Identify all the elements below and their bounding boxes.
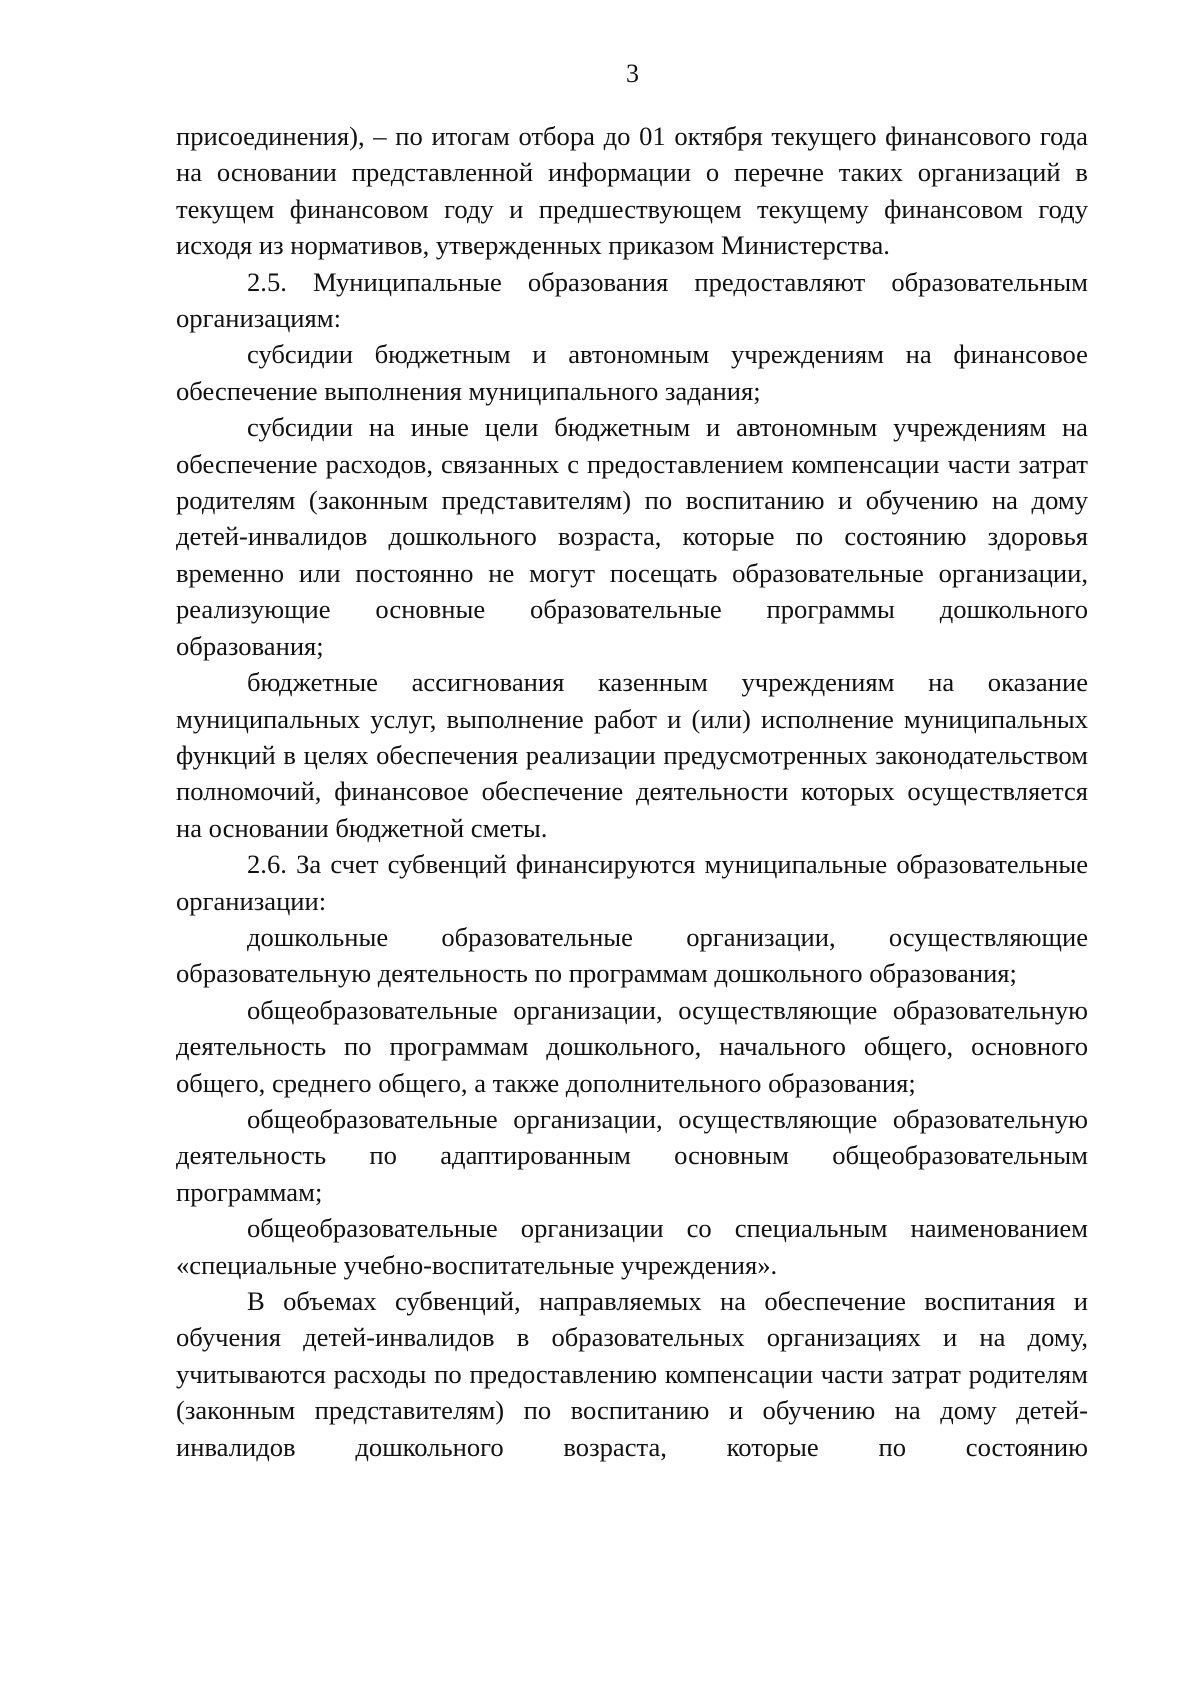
paragraph-continuation: присоединения), – по итогам отбора до 01 октября текущего финансового года на основании представленной информации о перечне таких организаций в текущем финансовом году и предшествующем текущему финансовом году исходя из нормативов, утвержденных приказом Министерства.: [176, 121, 1088, 261]
paragraph-subvention-volumes: В объемах субвенций, направляемых на обеспечение воспитания и обучения детей-инвалидов в образовательных организациях и на дому, учитываются расходы по предоставлению компенсации части затрат родителям (законным представителям) по воспитанию и обучению на дому детей-инвалидов дошкольного возраста, которые по состоянию: [176, 1286, 1088, 1462]
list-item-general-education-organizations: общеобразовательные организации, осуществляющие образовательную деятельность по программам дошкольного, начального общего, основного общего, среднего общего, а также дополнительного образования;: [176, 994, 1088, 1098]
list-item-budget-allocations: бюджетные ассигнования казенным учреждениям на оказание муниципальных услуг, выполнение работ и (или) исполнение муниципальных функций в целях обеспечения реализации предусмотренных законодательством полномочий, финансовое обеспечение деятельности которых осуществляется на основании бюджетной сметы.: [176, 667, 1088, 843]
list-item-special-institutions: общеобразовательные организации со специальным наименованием «специальные учебно-воспитательные учреждения».: [176, 1213, 1088, 1280]
list-item-adapted-programs-organizations: общеобразовательные организации, осуществляющие образовательную деятельность по адаптированным основным общеобразовательным программам;: [176, 1103, 1088, 1207]
paragraph-2-6: 2.6. За счет субвенций финансируются муниципальные образовательные организации:: [176, 849, 1088, 916]
page-number: 3: [626, 59, 639, 88]
paragraph-2-5: 2.5. Муниципальные образования предоставляют образовательным организациям:: [176, 266, 1088, 334]
list-item-subsidies-municipal-task: субсидии бюджетным и автономным учреждениям на финансовое обеспечение выполнения муниципального задания;: [176, 339, 1088, 406]
list-item-preschool-organizations: дошкольные образовательные организации, осуществляющие образовательную деятельность по программам дошкольного образования;: [176, 921, 1088, 989]
document-body: [176, 118, 1088, 1465]
list-item-subsidies-other-purposes: субсидии на иные цели бюджетным и автономным учреждениям на обеспечение расходов, связанных с предоставлением компенсации части затрат родителям (законным представителям) по воспитанию и обучению на дому детей-инвалидов дошкольного возраста, которые по состоянию здоровья временно или постоянно не могут посещать образовательные организации, реализующие основные образовательные программы дошкольного образования;: [176, 412, 1088, 661]
